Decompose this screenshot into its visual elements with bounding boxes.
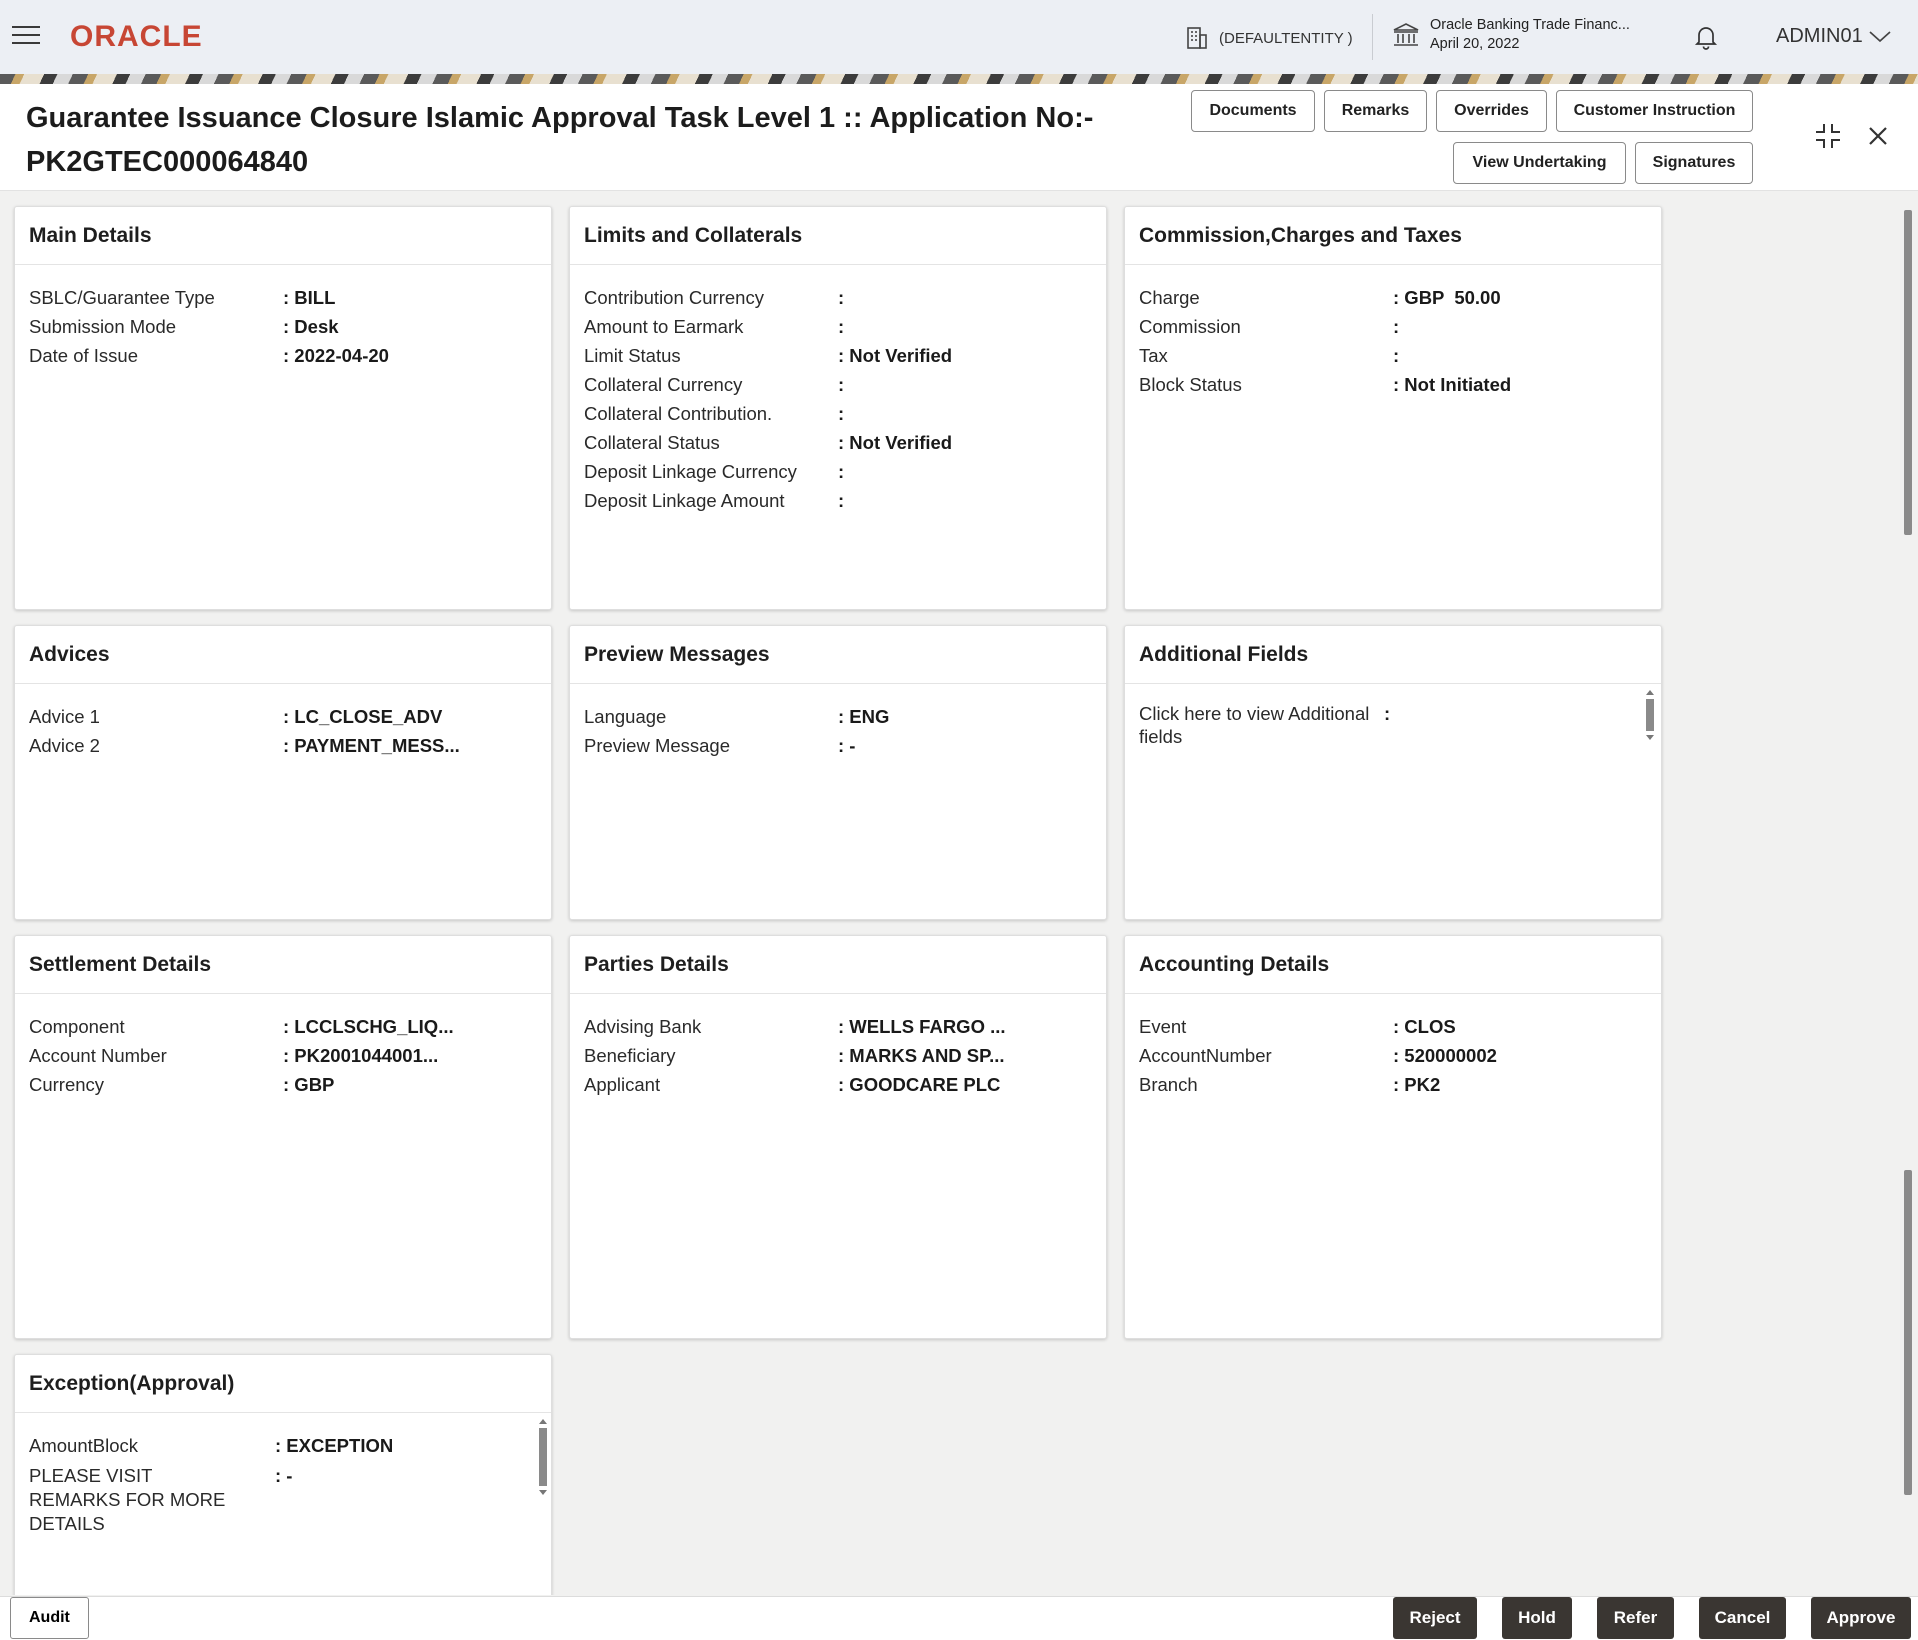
- limits-row: [584, 399, 1092, 428]
- field-value: : Not Initiated: [1393, 374, 1512, 395]
- approve-button[interactable]: Approve: [1811, 1597, 1911, 1639]
- field-value: : GBP 50.00: [1393, 287, 1501, 308]
- main-row: [29, 312, 537, 341]
- page-title: [26, 96, 1136, 184]
- field-value: : LCCLSCHG_LIQ...: [283, 1016, 454, 1037]
- field-value: : ENG: [838, 706, 890, 727]
- field-label: Collateral Status: [584, 432, 720, 453]
- additional-fields-title[interactable]: Additional Fields: [1125, 626, 1661, 684]
- menu-icon[interactable]: [12, 26, 40, 48]
- main-row: [29, 341, 537, 370]
- exception-scrollbar[interactable]: [539, 1419, 549, 1503]
- bell-icon[interactable]: [1694, 24, 1718, 55]
- field-label: Component: [29, 1016, 125, 1037]
- field-value: :: [1384, 703, 1391, 724]
- scroll-up-icon[interactable]: [1646, 690, 1654, 695]
- field-label: Amount to Earmark: [584, 316, 744, 337]
- scroll-thumb[interactable]: [539, 1428, 547, 1486]
- parties-row: [584, 1070, 1092, 1099]
- reject-button[interactable]: Reject: [1393, 1597, 1477, 1639]
- chevron-down-icon: [1869, 30, 1891, 44]
- parties-row: [584, 1041, 1092, 1070]
- settlement-row: [29, 1041, 537, 1070]
- field-label: AmountBlock: [29, 1435, 138, 1456]
- field-label: Limit Status: [584, 345, 681, 366]
- accounting-row: [1139, 1041, 1647, 1070]
- hold-button[interactable]: Hold: [1502, 1597, 1572, 1639]
- parties-details-title[interactable]: Parties Details: [570, 936, 1106, 994]
- field-value: :: [838, 403, 845, 424]
- exception-row: [29, 1464, 537, 1536]
- decorative-stripe: [0, 74, 1918, 84]
- settlement-details-title[interactable]: Settlement Details: [15, 936, 551, 994]
- settlement-row: [29, 1070, 537, 1099]
- field-label: Advice 1: [29, 706, 100, 727]
- limits-row: [584, 370, 1092, 399]
- field-value: : 2022-04-20: [283, 345, 389, 366]
- app-header: [0, 0, 1918, 75]
- additional-fields-row[interactable]: [1139, 702, 1647, 748]
- limits-collaterals-title[interactable]: Limits and Collaterals: [570, 207, 1106, 265]
- advices-row: [29, 731, 537, 760]
- field-value: : WELLS FARGO ...: [838, 1016, 1006, 1037]
- field-value: :: [838, 287, 845, 308]
- parties-row: [584, 1012, 1092, 1041]
- field-value: : -: [275, 1465, 293, 1486]
- field-value: : EXCEPTION: [275, 1435, 394, 1456]
- commission-row: [1139, 283, 1647, 312]
- additional-fields-link[interactable]: Click here to view Additional fields: [1139, 703, 1370, 747]
- field-label: Deposit Linkage Amount: [584, 490, 785, 511]
- field-value: : Not Verified: [838, 432, 953, 453]
- entity-selector[interactable]: [1185, 26, 1353, 50]
- field-label: Charge: [1139, 287, 1200, 308]
- field-value: : PK2: [1393, 1074, 1441, 1095]
- field-value: : GBP: [283, 1074, 335, 1095]
- building-icon: [1185, 26, 1209, 50]
- field-label: Branch: [1139, 1074, 1198, 1095]
- parties-details-card: [569, 935, 1107, 1339]
- field-label: Contribution Currency: [584, 287, 764, 308]
- field-label: Language: [584, 706, 667, 727]
- commission-row: [1139, 341, 1647, 370]
- field-label: Submission Mode: [29, 316, 177, 337]
- limits-row: [584, 486, 1092, 515]
- additional-fields-card: [1124, 625, 1662, 920]
- accounting-details-title[interactable]: Accounting Details: [1125, 936, 1661, 994]
- accounting-details-card: [1124, 935, 1662, 1339]
- field-label: Commission: [1139, 316, 1241, 337]
- title-bar: [0, 84, 1918, 191]
- preview-messages-card: [569, 625, 1107, 920]
- application-number: PK2GTEC000064840: [26, 146, 309, 178]
- view-undertaking-button[interactable]: View Undertaking: [1453, 142, 1626, 184]
- user-menu[interactable]: [1776, 25, 1891, 48]
- field-value: :: [1393, 316, 1400, 337]
- field-value: : -: [838, 735, 856, 756]
- field-value: : BILL: [283, 287, 336, 308]
- accounting-row: [1139, 1012, 1647, 1041]
- field-label: Collateral Currency: [584, 374, 743, 395]
- limits-row: [584, 457, 1092, 486]
- preview-row: [584, 731, 1092, 760]
- field-value: :: [838, 461, 845, 482]
- field-label: Tax: [1139, 345, 1168, 366]
- field-label: Currency: [29, 1074, 105, 1095]
- limits-row: [584, 283, 1092, 312]
- close-icon[interactable]: [1868, 126, 1888, 146]
- bank-date: April 20, 2022: [1430, 36, 1520, 52]
- main-details-title[interactable]: Main Details: [15, 207, 551, 265]
- field-label: AccountNumber: [1139, 1045, 1272, 1066]
- refer-button[interactable]: Refer: [1597, 1597, 1674, 1639]
- minimize-icon[interactable]: [1814, 122, 1842, 150]
- entity-label: (DEFAULTENTITY ): [1219, 29, 1353, 47]
- limits-collaterals-card: [569, 206, 1107, 610]
- advices-row: [29, 702, 537, 731]
- user-name: ADMIN01: [1776, 25, 1863, 47]
- advices-card: [14, 625, 552, 920]
- limits-row: [584, 312, 1092, 341]
- exception-approval-title[interactable]: Exception(Approval): [15, 1355, 551, 1413]
- commission-row: [1139, 370, 1647, 399]
- field-label: Collateral Contribution.: [584, 403, 773, 424]
- field-label: Advice 2: [29, 735, 100, 756]
- field-label: Applicant: [584, 1074, 661, 1095]
- documents-button[interactable]: Documents: [1191, 90, 1315, 132]
- bank-icon: [1392, 22, 1420, 48]
- field-value: : CLOS: [1393, 1016, 1456, 1037]
- field-label: Preview Message: [584, 735, 731, 756]
- exception-approval-card: [14, 1354, 552, 1595]
- exception-row: [29, 1431, 537, 1460]
- page-scrollbar-thumb[interactable]: [1904, 210, 1912, 535]
- field-value: : Not Verified: [838, 345, 953, 366]
- field-label: Beneficiary: [584, 1045, 676, 1066]
- remarks-button[interactable]: Remarks: [1324, 90, 1427, 132]
- limits-row: [584, 341, 1092, 370]
- bank-name: Oracle Banking Trade Financ...: [1430, 17, 1630, 33]
- field-value: : Desk: [283, 316, 339, 337]
- field-label: Date of Issue: [29, 345, 139, 366]
- field-label: Account Number: [29, 1045, 167, 1066]
- field-value: :: [838, 316, 845, 337]
- page-scrollbar-thumb-lower[interactable]: [1904, 1170, 1912, 1495]
- main-row: [29, 283, 537, 312]
- field-label: Advising Bank: [584, 1016, 702, 1037]
- content-area: [0, 191, 1918, 1595]
- additional-fields-scrollbar[interactable]: [1646, 690, 1656, 746]
- preview-messages-title[interactable]: Preview Messages: [570, 626, 1106, 684]
- field-value: : PAYMENT_MESS...: [283, 735, 460, 756]
- field-value: :: [838, 490, 845, 511]
- oracle-logo: ORACLE: [70, 20, 203, 53]
- scroll-down-icon[interactable]: [539, 1490, 547, 1495]
- field-label: Block Status: [1139, 374, 1242, 395]
- limits-row: [584, 428, 1092, 457]
- field-label: Deposit Linkage Currency: [584, 461, 797, 482]
- field-value: : 520000002: [1393, 1045, 1497, 1066]
- scroll-down-icon[interactable]: [1646, 735, 1654, 740]
- main-details-card: [14, 206, 552, 610]
- signatures-button[interactable]: Signatures: [1635, 142, 1753, 184]
- advices-title[interactable]: Advices: [15, 626, 551, 684]
- commission-charges-card: [1124, 206, 1662, 610]
- field-label: Event: [1139, 1016, 1187, 1037]
- accounting-row: [1139, 1070, 1647, 1099]
- header-divider: [1372, 14, 1373, 60]
- bank-info[interactable]: [1392, 16, 1630, 54]
- field-value: :: [1393, 345, 1400, 366]
- commission-row: [1139, 312, 1647, 341]
- preview-row: [584, 702, 1092, 731]
- cancel-button[interactable]: Cancel: [1699, 1597, 1786, 1639]
- field-value: : LC_CLOSE_ADV: [283, 706, 443, 727]
- field-label: PLEASE VISIT REMARKS FOR MORE DETAILS: [29, 1465, 226, 1534]
- scroll-up-icon[interactable]: [539, 1419, 547, 1424]
- settlement-row: [29, 1012, 537, 1041]
- scroll-thumb[interactable]: [1646, 699, 1654, 731]
- field-value: : PK2001044001...: [283, 1045, 439, 1066]
- audit-button[interactable]: Audit: [10, 1597, 89, 1639]
- field-value: : MARKS AND SP...: [838, 1045, 1005, 1066]
- overrides-button[interactable]: Overrides: [1436, 90, 1547, 132]
- page-title-line1: Guarantee Issuance Closure Islamic Approval Task Level 1 :: Application No:-: [26, 102, 1094, 134]
- customer-instruction-button[interactable]: Customer Instruction: [1556, 90, 1753, 132]
- field-label: SBLC/Guarantee Type: [29, 287, 215, 308]
- field-value: : GOODCARE PLC: [838, 1074, 1001, 1095]
- field-value: :: [838, 374, 845, 395]
- commission-charges-title[interactable]: Commission,Charges and Taxes: [1125, 207, 1661, 265]
- action-footer: [0, 1596, 1918, 1640]
- settlement-details-card: [14, 935, 552, 1339]
